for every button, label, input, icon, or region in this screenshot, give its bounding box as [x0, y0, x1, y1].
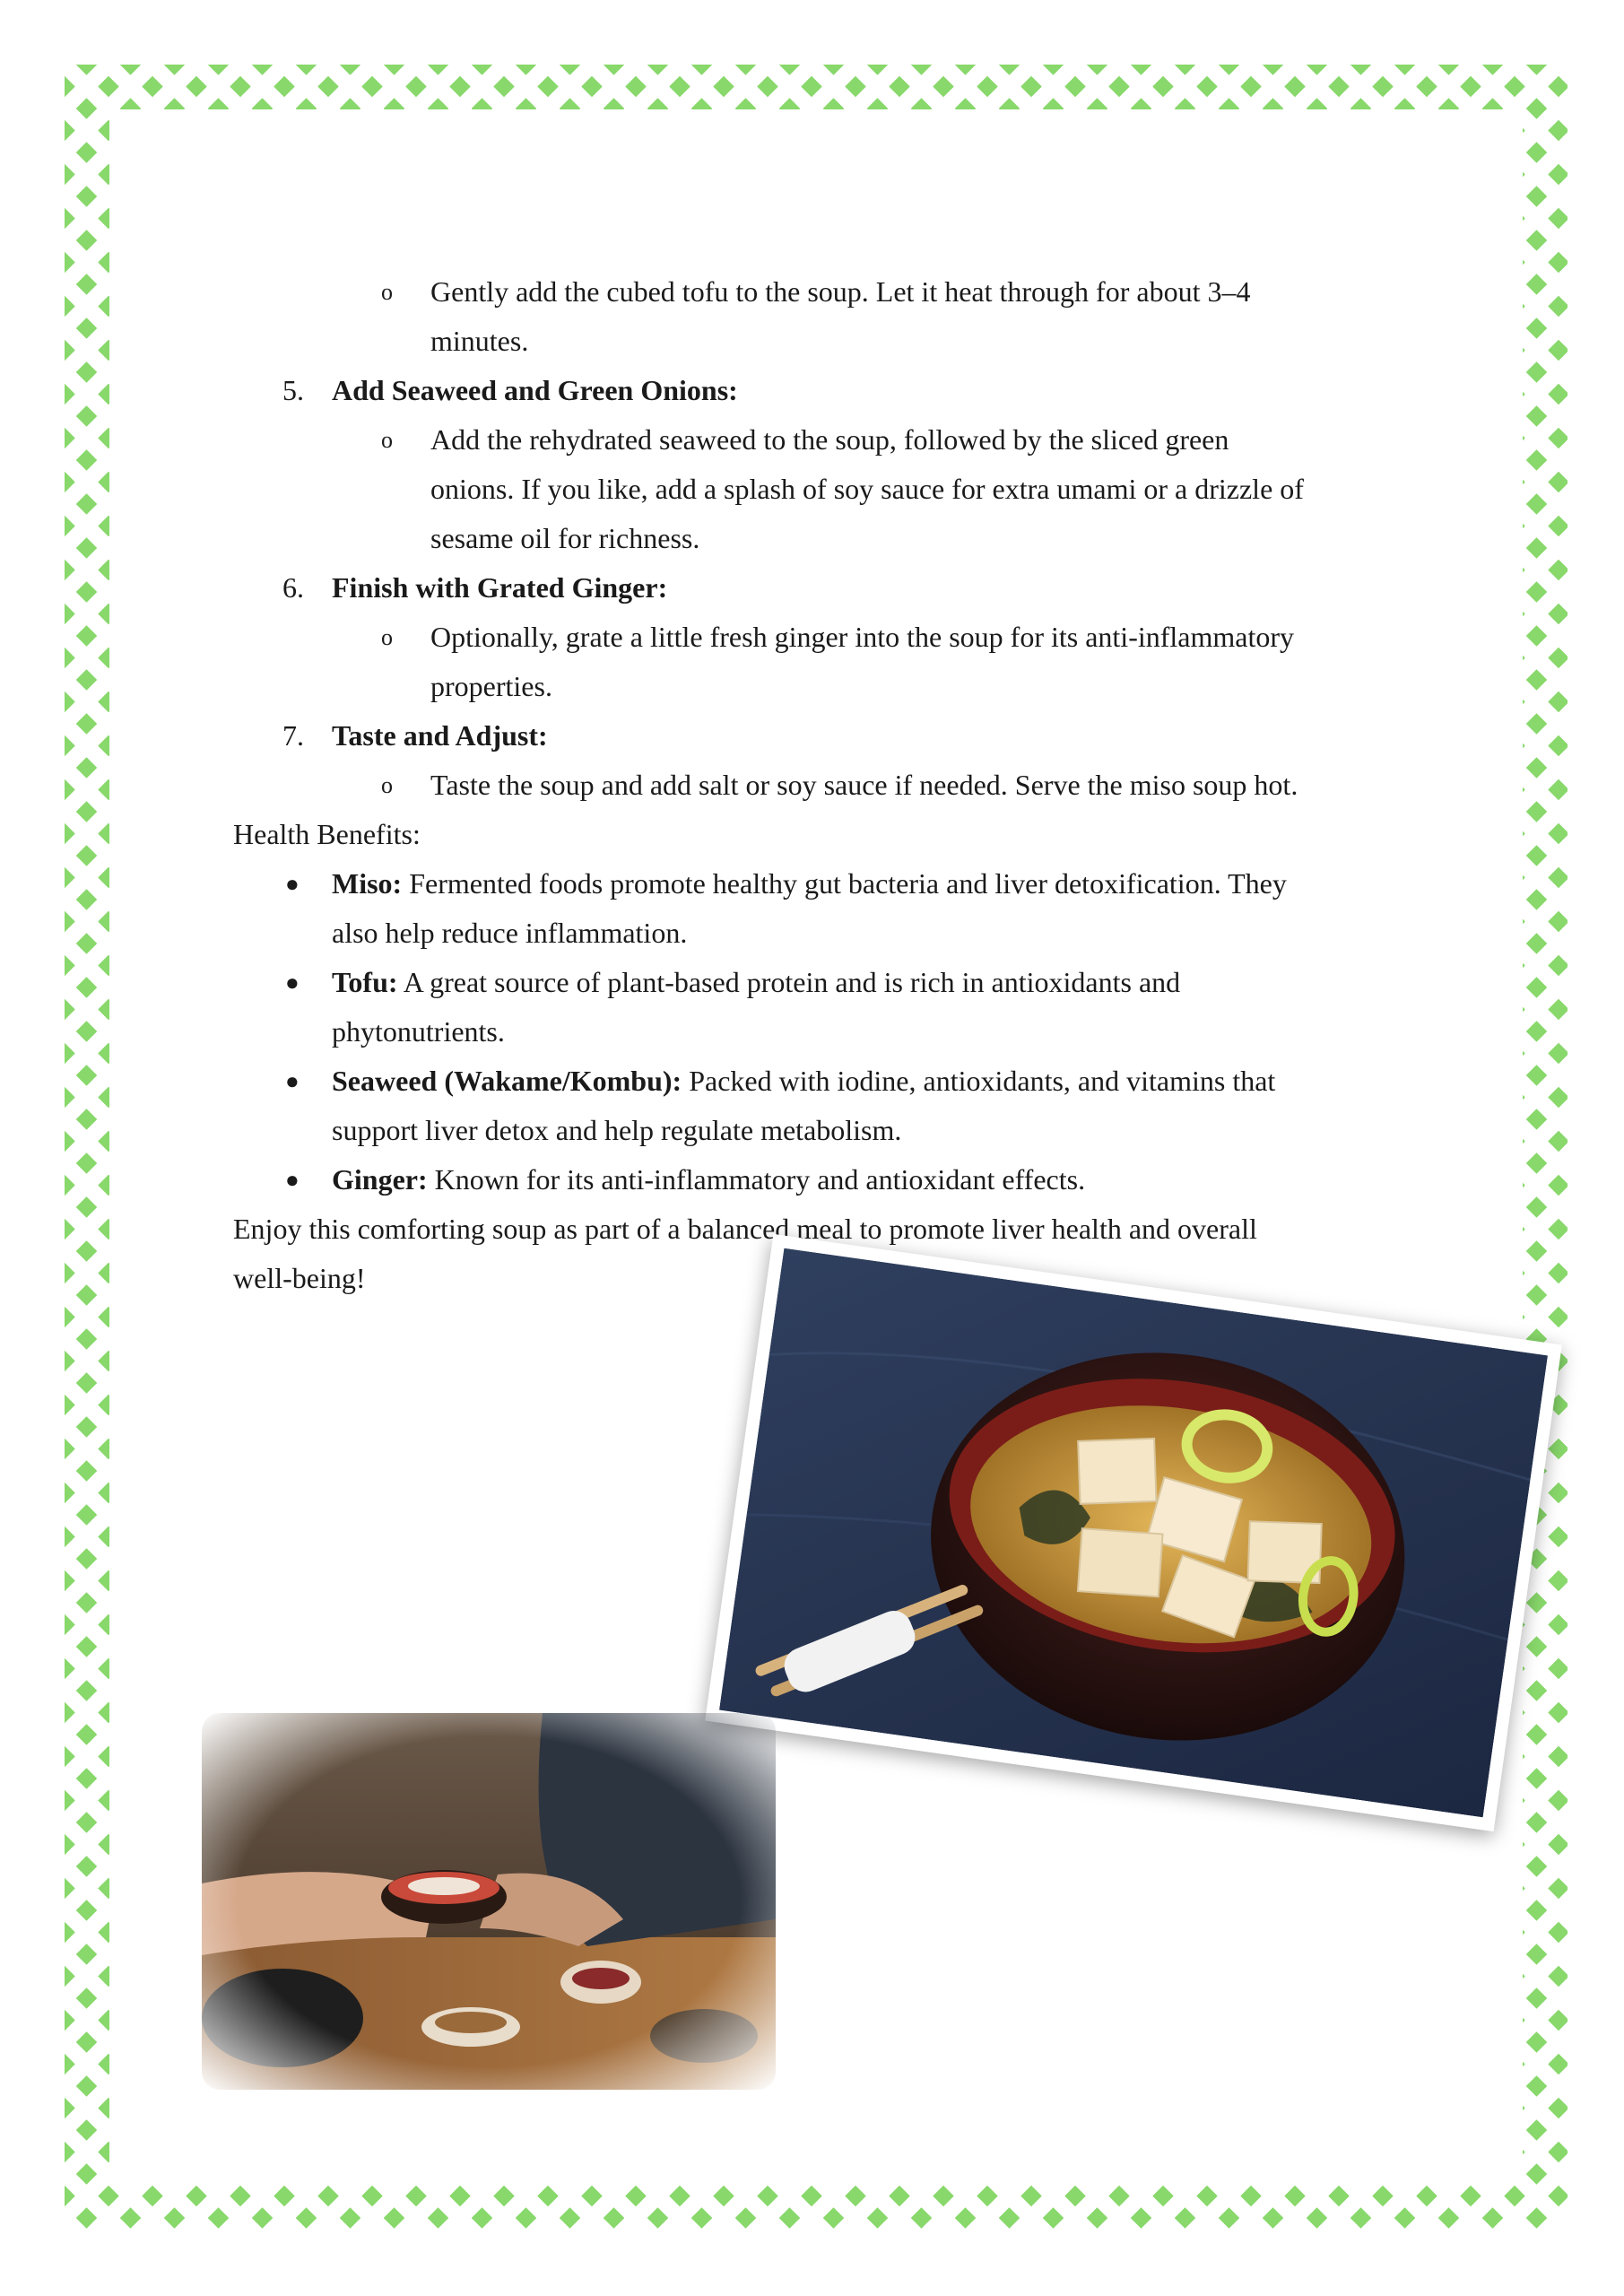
step5-detail-line2: onions. If you like, add a splash of soy sauce for extra umami or a drizzle of [430, 473, 1304, 505]
step7-detail-line1: o Taste the soup and add salt or soy sauce if needed. Serve the miso soup hot. [381, 769, 1298, 801]
step7-title: 7. Taste and Adjust: [282, 719, 548, 752]
step5-detail-line3: sesame oil for richness. [430, 522, 700, 554]
benefit-tofu-cont: phytonutrients. [332, 1015, 505, 1048]
benefit-seaweed: ● Seaweed (Wakame/Kombu): Packed with iodine, antioxidants, and vitamins that [285, 1065, 1276, 1097]
benefit-miso: ● Miso: Fermented foods promote healthy gut bacteria and liver detoxification. They [285, 867, 1287, 900]
step5-title: 5. Add Seaweed and Green Onions: [282, 374, 738, 406]
step6-detail-line2: properties. [430, 670, 552, 702]
serving-soup-photo [202, 1713, 776, 2090]
benefit-seaweed-cont: support liver detox and help regulate metabolism. [332, 1114, 902, 1146]
miso-bowl-illustration [719, 1248, 1548, 1818]
step4-detail-line1: o Gently add the cubed tofu to the soup. Let it heat through for about 3–4 [381, 275, 1251, 308]
step6-detail-line1: o Optionally, grate a little fresh ginger into the soup for its anti-inflammatory [381, 621, 1295, 653]
benefit-miso-cont: also help reduce inflammation. [332, 917, 688, 949]
step5-detail-line1: o Add the rehydrated seaweed to the soup, followed by the sliced green [381, 423, 1229, 456]
closing-line1: Enjoy this comforting soup as part of a balanced meal to promote liver health and overall [233, 1213, 1257, 1245]
benefit-ginger: ● Ginger: Known for its anti-inflammatory and antioxidant effects. [285, 1163, 1086, 1196]
step6-title: 6. Finish with Grated Ginger: [282, 571, 668, 604]
health-benefits-heading: Health Benefits: [233, 818, 421, 850]
serving-hands-illustration [202, 1713, 776, 2090]
document-body [233, 267, 1399, 1303]
step4-detail-line2: minutes. [430, 325, 529, 357]
benefit-tofu: ● Tofu: A great source of plant-based protein and is rich in antioxidants and [285, 966, 1181, 998]
closing-line2: well-being! [233, 1262, 366, 1294]
